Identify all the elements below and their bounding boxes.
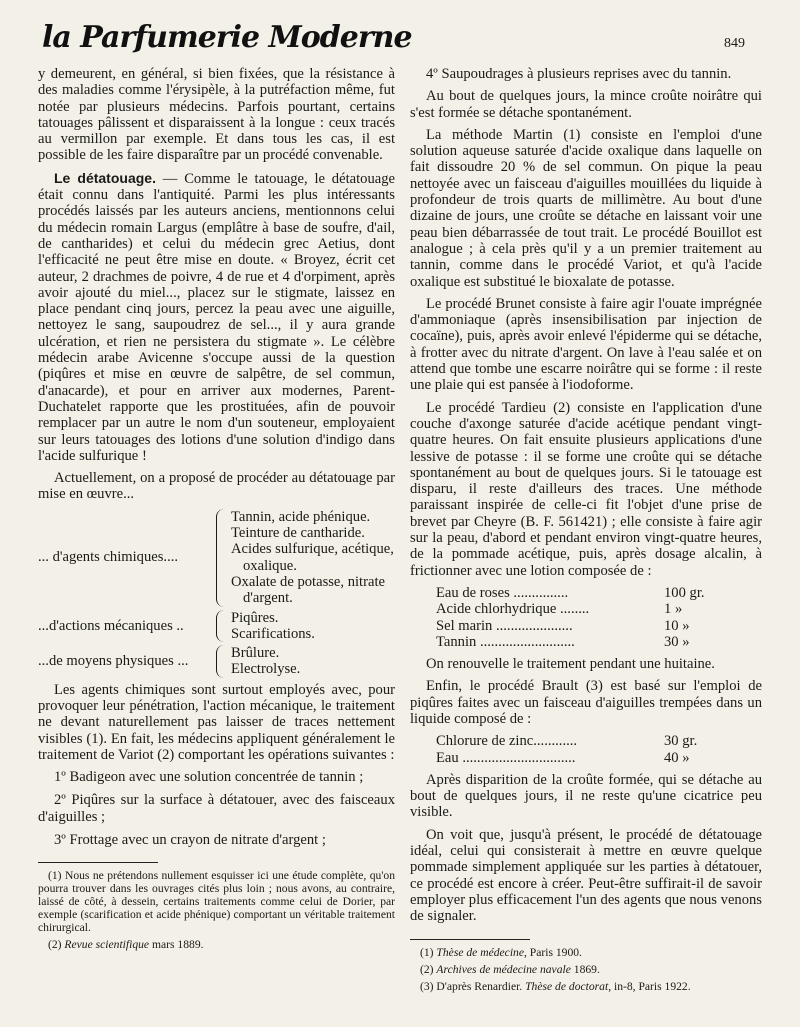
- section-paragraph: [38, 170, 395, 464]
- step-item: 2º Piqûres sur la surface à détatouer, avec des faisceaux d'aiguilles ;: [38, 792, 395, 825]
- recipe-row: Eau ............................... 40 »: [436, 749, 690, 766]
- step-item: 3º Frottage avec un crayon de nitrate d'argent ;: [54, 832, 326, 849]
- footnotes: [38, 869, 395, 951]
- paragraph: Les agents chimiques sont surtout employés avec, pour provoquer leur pénétration, l'action mécanique, le traitement ne devant naturellement pas laisser de traces nettement visibles (1). En fait, les médecins appliquent généralement le traitement de Variot (2) comportant les opérations suivantes :: [38, 681, 395, 763]
- footnotes: [410, 946, 762, 993]
- left-column: [38, 66, 395, 955]
- list-item: Acides sulfurique, acétique, oxalique.: [231, 541, 394, 574]
- section-text: — Comme le tatouage, le détatouage était connu dans l'antiquité. Parmi les plus intéressants procédés laissés par les auteurs anciens, mentionnons celui du médecin romain Largus (emplâtre à base de soufre, d'ail, de cantharides) et celui du médecin grec Aetius, dont l'efficacité ne peut être mise en doute. « Broyez, écrit cet auteur, 2 drachmes de poivre, 4 de rue et 4 d'orpiment, après avoir ajouté du miel..., placez sur le stigmate, laissez en place pendant cinq jours, percez la peau avec une aiguille, nettoyez le sang, saupoudrez de sel..., il y aura grande ulcération, et rien ne persistera du stigmate ». Le célèbre médecin arabe Avicenne s'occupe aussi de la question (piqûres et mise en œuvre de salpêtre, de sel commun, d'anacarde), et pour en arriver aux modernes, Parent-Duchatelet rapporte que les prostituées, afin de pouvoir remplacer par un autre le nom d'un souteneur, employaient sur leurs tatouages des lotions d'une solution d'indigo dans l'acide sulfurique !: [38, 170, 396, 464]
- paragraph: Après disparition de la croûte formée, qui se détache au bout de quelques jours, il ne reste qu'une cicatrice peu visible.: [410, 771, 762, 821]
- method-list-mechanical: [38, 610, 395, 643]
- footnote: (2) Revue scientifique mars 1889.: [48, 938, 204, 952]
- footnote: (1) Thèse de médecine, Paris 1900.: [420, 945, 582, 959]
- footnote-divider: [410, 939, 530, 940]
- section-heading: Le détatouage.: [54, 169, 156, 186]
- paragraph: Actuellement, on a proposé de procéder au détatouage par mise en œuvre...: [38, 470, 395, 503]
- recipe-table: [436, 733, 736, 766]
- paragraph: Le procédé Tardieu (2) consiste en l'application d'une couche d'axonge saturée d'acide acétique pendant vingt-quatre heures. On fait ensuite plusieurs applications d'une lessive de potasse : il se forme une croûte qui se détache spontanément au bout de quelques jours. Si le tatouage est disparu, il reste d'ailleurs des traces. Une méthode paraissant inspirée de celle-ci fit l'objet d'une prise de brevet par Cheyre (B. F. 561421) ; elle consiste à faire agir sur la peau, d'abord et pendant environ vingt-quatre heures, de la pommade acétique, puis, après dosage alcalin, à frictionner avec une lotion composée de :: [410, 399, 762, 579]
- list-label: ...d'actions mécaniques ..: [38, 617, 184, 634]
- recipe-row: Tannin .......................... 30 »: [436, 633, 690, 650]
- list-item: Electrolyse.: [231, 661, 301, 678]
- paragraph: Enfin, le procédé Brault (3) est basé sur l'emploi de piqûres faites avec un faisceau d'aiguilles trempées dans un liquide composé de :: [410, 678, 762, 727]
- list-item: Scarifications.: [231, 625, 315, 642]
- list-label: ...de moyens physiques ...: [38, 653, 189, 670]
- right-column: [410, 66, 762, 997]
- list-item: Piqûres.: [231, 609, 279, 626]
- brace: [216, 509, 225, 607]
- journal-logo: la Parfumerie Moderne: [42, 20, 412, 55]
- recipe-row: Sel marin ..................... 10 »: [436, 617, 690, 634]
- step-item: 4º Saupoudrages à plusieurs reprises avec du tannin.: [426, 66, 732, 82]
- page-header: [0, 0, 800, 70]
- method-list-physical: [38, 645, 395, 678]
- list-label: ... d'agents chimiques....: [38, 549, 179, 566]
- page-number: 849: [724, 36, 745, 51]
- footnote: (2) Archives de médecine navale 1869.: [420, 962, 600, 976]
- step-item: 1º Badigeon avec une solution concentrée de tannin ;: [54, 769, 364, 786]
- paragraph: On renouvelle le traitement pendant une huitaine.: [426, 656, 715, 673]
- recipe-row: Acide chlorhydrique ........ 1 »: [436, 601, 683, 618]
- paragraph: La méthode Martin (1) consiste en l'emploi d'une solution aqueuse saturée d'acide oxalique dans laquelle on fait dissoudre 20 % de sel commun. On pique la peau nettoyée avec un faisceau d'aiguilles mouillées du liquide à profondeur de trois quarts de millimètre. Au bout d'une dizaine de jours, une croûte se détache en laissant voir une peau bien débarrassée de tout trait. Le procédé Bouillot est analogue ; à cela près qu'il y a un premier traitement au tannin, comme dans le procédé Variot, et qu'à l'acide oxalique est substitué le bioxalate de potasse.: [410, 126, 762, 290]
- list-item: Teinture de cantharide.: [231, 525, 365, 542]
- brace: [216, 645, 225, 678]
- footnote-divider: [38, 862, 158, 863]
- footnote: (1) Nous ne prétendons nullement esquisser ici une étude complète, qu'on pourra trouver dans les ouvrages cités plus loin ; nous avons, au contraire, laissé de côté, à dessein, certains traitements comme celui de Dorier, par exemple (scarification et acide phénique) comportant un véritable traitement chirurgical.: [38, 869, 395, 935]
- paragraph: Au bout de quelques jours, la mince croûte noirâtre qui s'est formée se détache spontanément.: [410, 88, 762, 121]
- recipe-row: Chlorure de zinc............ 30 gr.: [436, 733, 698, 750]
- recipe-table: [436, 585, 736, 650]
- recipe-row: Eau de roses ............... 100 gr.: [436, 584, 705, 601]
- list-item: Oxalate de potasse, nitrate d'argent.: [231, 573, 385, 607]
- footnote: (3) D'après Renardier. Thèse de doctorat, in-8, Paris 1922.: [420, 979, 691, 993]
- paragraph: y demeurent, en général, si bien fixées, que la résistance à des maladies comme l'érysipèle, à la putréfaction même, fut notée par plusieurs médecins. Parfois pourtant, certains tatouages pâlissent et disparaissent à la longue : ceux tracés au vermillon par exemple. Et dans tous les cas, il est possible de les faire disparaître par un procédé convenable.: [38, 66, 395, 164]
- paragraph: On voit que, jusqu'à présent, le procédé de détatouage idéal, celui qui consisterait à mettre en œuvre quelque pommade simplement appliquée sur les parties à détatouer, ce procédé est encore à créer. Peut-être suffirait-il de savoir employer plus efficacement l'un des agents que nous venons de signaler.: [410, 826, 762, 925]
- list-item: Brûlure.: [231, 645, 280, 662]
- list-item: Tannin, acide phénique.: [231, 508, 371, 525]
- paragraph: Le procédé Brunet consiste à faire agir l'ouate imprégnée d'ammoniaque (après insensibilisation par injection de cocaïne), puis, après avoir enlevé l'épiderme qui se détache, à frotter avec du nitrate d'argent. On lave à l'eau salée et on attend que tombe une escarre noirâtre qui se forme : il reste une plaie qui est pansée à l'iodoforme.: [410, 295, 762, 394]
- brace: [216, 610, 225, 643]
- method-list-chemical: [38, 509, 395, 607]
